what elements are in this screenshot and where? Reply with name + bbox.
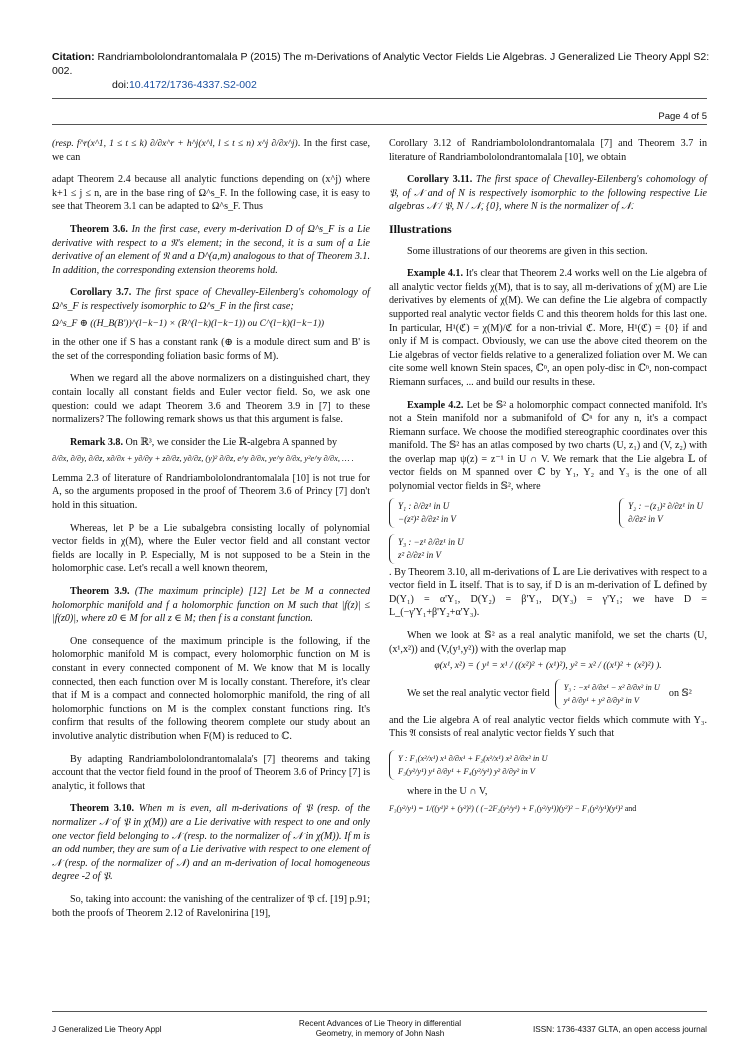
theorem-3-10-text: When m is even, all m-derivations of 𝔓 (resp. of the normalizer 𝒩 of 𝔓 in χ(M)) are a Lie derivative with respect to one and only one vector field belonging to 𝒩 (resp. to the normalizer of 𝒩 in χ(M)). If m is an odd number, they are sum of a Lie derivative with respect to one element of 𝒩 (resp. of the normalizer of 𝒩) and an m-derivation of local homogeneous degree -2 of 𝔓. [52,803,370,883]
example-4-2-text: Let be 𝕊² a holomorphic compact connected manifold. It's not a Stein manifold nor a submanifold of ℂⁿ for any n, it's a compact Riemann surface. We choose the modified stereographic coordinates over this manifold. The 𝕊² has an atlas composed by two charts (U, z₁) and (V, z₂) with the overlap map ψ(z) = z⁻¹ in U ∩ V. We remark that the Lie algebra 𝕃 of vector fields on M spanned over ℂ by Y₁, Y₂ and Y₃ is the one of all polynomial vector fields in 𝕊², where [389,399,707,493]
y1-top: Y₁ : ∂/∂z¹ in U [398,500,450,511]
theorem-3-9-text: [12] Let be M a connected holomorphic manifold and f a holomorphic function on M such that |f(z)| ≤ |f(z0)|, where z0 ∈ M for all z ∈ M; then f is a constant function. [52,586,370,625]
y3-definition [389,534,468,564]
paragraph-adapting: By adapting Randriambololondrantomalala's [7] theorems and taking account that the vector field found in the proof of Theorem 3.6 of Princy [7] is analytic, it follows that [52,753,370,792]
paragraph-subalgebra-p: Whereas, let P be a Lie subalgebra consisting locally of polynomial vector fields in χ(M), where the Euler vector field and all constant vector fields are locally in P. Especially, M is not supposed to be a Stein in the holomorphic case. Let's recall a well known theorem, [52,522,370,575]
y2-bottom: ∂/∂z² in V [628,513,663,524]
corollary-3-11-label: Corollary 3.11. [407,174,473,186]
y3-top: Y₃ : −z¹ ∂/∂z¹ in U [398,536,464,547]
remark-3-8-equation: ∂/∂x, ∂/∂y, ∂/∂z, x∂/∂x + y∂/∂y + z∂/∂z, y∂/∂z, (y)² ∂/∂z, e^y ∂/∂x, ye^y ∂/∂x, y²e^y ∂/∂x, … . [52,454,354,464]
y2-top: Y₂ : −(z₁)² ∂/∂z¹ in U [628,500,703,511]
y1-bottom: −(z²)² ∂/∂z² in V [398,513,456,524]
paragraph-normalizers: When we regard all the above normalizers on a distinguished chart, they contain locally all constant fields and Euler vector field. So, we ask one question: could we adapt Theorem 3.6 and Theorem 3.9 in [7] to these normalizers? The following remark shows us that this argument is false. [52,373,370,426]
page-number: Page 4 of 5 [658,111,707,122]
corollary-3-7-equation: Ω^s_F ⊕ ((H_B(B'))^(l−k−1) × (R^(l−k)(l−k−1)) ou C^(l−k)(l−k−1)) [52,317,325,329]
header-rule [52,98,707,99]
corollary-3-7-text: The first space of Chevalley-Eilenberg's cohomology of Ω^s_F is respectively isomorphic to Ω^s_F in the first case; [52,287,370,312]
resp-formula: (resp. f^r(x^1, 1 ≤ t ≤ k) ∂/∂x^r + h^j(x^l, l ≤ t ≤ n) x^j ∂/∂x^j) [52,138,298,149]
paragraph-module-sum: in the other one if S has a constant rank (⊕ is a module direct sum and B' is the set of the corresponding foliation basic forms of M). [52,337,370,362]
paragraph-adapt: adapt Theorem 2.4 because all analytic functions depending on (x^j) where k+1 ≤ j ≤ n, are in the base ring of Ω^s_F. In the following case, it is easy to see that Theorem 3.1 can be adapted to Ω^s_F. Thus [52,174,370,213]
paragraph-centralizer: So, taking into account: the vanishing of the centralizer of 𝔓 cf. [19] p.91; both the proofs of Theorem 2.12 of Ravelonirina [19], [52,893,370,919]
citation-text: Randriambololondrantomalala P (2015) The m-Derivations of Analytic Vector Fields Lie Algebras. J Generalized Lie Theory Appl S2: 002. [52,51,710,77]
doi-link[interactable]: 10.4172/1736-4337.S2-002 [128,79,257,91]
y-bottom: F₃(y²/y¹) y¹ ∂/∂y¹ + F₄(y²/y¹) y² ∂/∂y² in V [398,767,535,776]
theorem-3-9-paren: (The maximum principle) [134,586,244,598]
paragraph-lie-algebra-a: and the Lie algebra A of real analytic vector fields which commute with Y₃. This 𝔄 consists of real analytic vector fields Y such that [389,714,707,740]
y2-definition [619,498,707,528]
vector-fields-y1-y2 [389,498,707,528]
paragraph-corollary-ref: Corollary 3.12 of Randriambololondrantomalala [7] and Theorem 3.7 in literature of Randriambololondrantomalala [10], we obtain [389,138,707,163]
y3-bottom: z² ∂/∂z² in V [398,549,442,560]
citation-label: Citation: [52,51,95,63]
remark-3-8-text: On ℝ³, we consider the Lie ℝ-algebra A spanned by [125,436,338,448]
remark-3-8-continuation: Lemma 2.3 of literature of Randriambololondrantomalala [10] is not true for A, so the arguments proposed in the proof of Theorem 3.6 of Princy [7] don't hold in this situation. [52,472,370,512]
y3-real-definition [555,679,664,709]
paragraph-intersection: where in the U ∩ V, [407,786,488,797]
y3-real-bottom: y¹ ∂/∂y¹ + y² ∂/∂y² in V [563,695,639,705]
footer-issue-title: Recent Advances of Lie Theory in differential Geometry, in memory of John Nash [298,1019,462,1038]
left-column [52,137,370,929]
citation-block [52,50,712,92]
y1-definition [389,498,460,528]
paragraph-theorem-3-10-consequence: . By Theorem 3.10, all m-derivations of 𝕃 are Lie derivatives with respect to a vector field in 𝕃 itself. That is to say, if D is an m-derivation of 𝕃 defined by D(Y₁) = α'Y₁, D(Y₂) = β'Y₁, D(Y₃) = γ'Y₁; we have D = L_(−γ'Y₁+β'Y₂+α'Y₃). [389,566,707,619]
y-top: Y : F₁(x²/x¹) x¹ ∂/∂x¹ + F₂(x²/x¹) x² ∂/∂x² in U [398,754,548,763]
f3-equation: F₃(y²/y¹) = 1/((y¹)² + (y²)²) ( (−2F₂(y²/y¹) + F₁(y²/y¹))(y²)² − F₁(y²/y¹)(y¹)² [389,803,623,813]
footer-rule [52,1011,707,1012]
footer-issn: ISSN: 1736-4337 GLTA, an open access journal [532,1025,707,1034]
f3-and: and [624,803,637,813]
remark-3-8-label: Remark 3.8. [70,436,123,448]
overlap-map-equation: φ(x¹, x²) = ( y¹ = x¹ / ((x²)² + (x¹)²), y² = x² / ((x¹)² + (x²)²) ). [434,660,662,672]
real-field-intro: We set the real analytic vector field [407,688,550,700]
example-4-1-text: It's clear that Theorem 2.4 works well on the Lie algebra of all analytic vector fields χ(M), that is to say, all m-derivations of χ(M) are Lie derivatives by elements of χ(M). We can define the Lie algebra of compactly supported real analytic vector fields C and this theorem holds for this last one. In particular, H¹(ℭ) = χ(M)/ℭ for a non-trivial ℭ. More, H¹(ℭ) = {0} if and only if M is compact. Obviously, we can use the above cited theorem on the Lie algebras of vector fields relative to a generalized foliation over M. We can cite some well known Stein spaces, ℂⁿ, an open poly-disc in ℂⁿ, non-compact Riemann surfaces, ... and build our results in these. [389,268,708,388]
y-definition [389,750,707,780]
theorem-3-9-label: Theorem 3.9. [70,586,130,598]
page-number-rule [52,124,707,125]
right-column [389,137,707,821]
real-field-on-s2: on 𝕊² [668,688,692,700]
example-4-2-label: Example 4.2. [407,399,464,411]
doi-prefix: doi: [112,79,129,91]
corollary-3-11-text: The first space of Chevalley-Eilenberg's cohomology of 𝔓, of 𝒩 and of N is respectively isomorphic to the following respective Lie algebras 𝒩 / 𝔓, N / 𝒩, {0}, where N is the normalizer of 𝒩. [389,174,707,213]
first-case-tail: . In the first case, we can [52,138,371,163]
paragraph-maximum-principle: One consequence of the maximum principle is the following, if the holomorphic manifold M is compact, every holomorphic function on M is constant in every connected component of M. We know that M is locally connected, then each function over M is locally constant. Therefore, it's clear that if M is a compact and connected holomorphic manifold, the ring of all holomorphic functions on M is the complex constant functions ring. It's confirm that results of the following theorem complete our study about an involutive analytic distribution when F(M) is reduced to ℂ. [52,635,370,742]
corollary-3-7-label: Corollary 3.7. [70,287,132,299]
paragraph-illustrations-intro: Some illustrations of our theorems are given in this section. [407,245,648,257]
y3-real-top: Y₃ : −x¹ ∂/∂x¹ − x² ∂/∂x² in U [563,682,660,692]
paragraph-real-analytic: When we look at 𝕊² as a real analytic manifold, we set the charts (U,(x¹,x²)) and (V,(y¹,y²)) with the overlap map [389,630,707,655]
example-4-1-label: Example 4.1. [407,268,463,280]
section-heading-illustrations: Illustrations [389,221,452,236]
theorem-3-6-label: Theorem 3.6. [70,223,128,235]
footer-journal: J Generalized Lie Theory Appl [52,1025,162,1034]
theorem-3-6-text: In the first case, every m-derivation D of Ω^s_F is a Lie derivative with respect to a 𝔑's element; in the second, it is a sum of a Lie derivative of an element of 𝔑 and a D^(a,m) analogous to that of Theorem 3.1. In addition, the corresponding extension theorems hold. [52,223,370,276]
theorem-3-10-label: Theorem 3.10. [70,803,135,815]
